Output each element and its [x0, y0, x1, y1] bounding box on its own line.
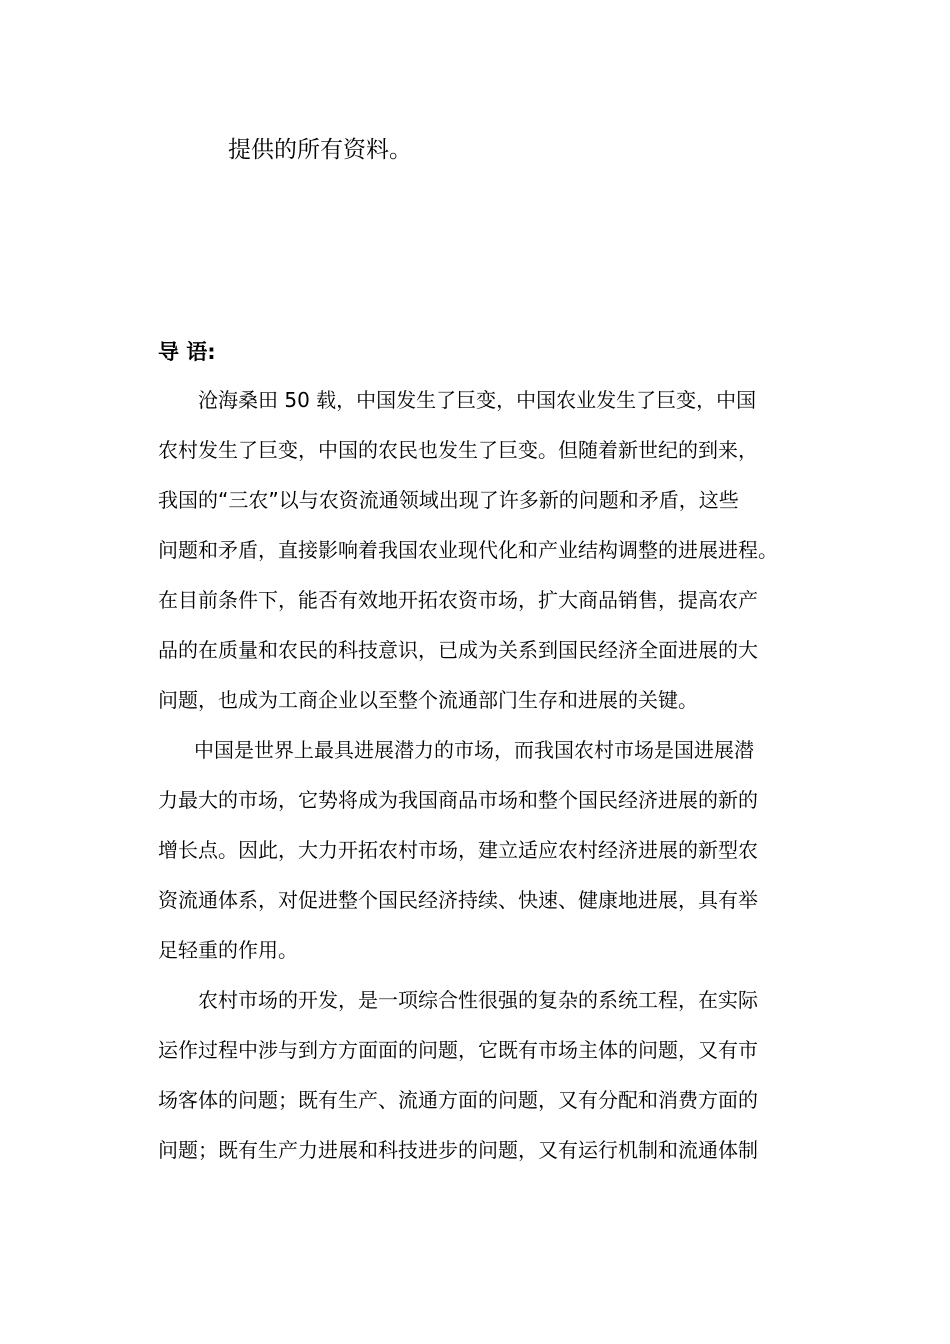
text-line: 品的在质量和农民的科技意识，已成为关系到国民经济全面进展的大	[158, 638, 758, 662]
section-heading: 导 语:	[158, 340, 216, 364]
text-line: 在目前条件下，能否有效地开拓农资市场，扩大商品销售，提高农产	[158, 588, 758, 612]
body-text	[158, 380, 858, 1180]
text-line: 问题，也成为工商企业以至整个流通部门生存和进展的关键。	[158, 688, 698, 712]
continuation-line: 提供的所有资料。	[228, 137, 412, 163]
text-line: 场客体的问题；既有生产、流通方面的问题，又有分配和消费方面的	[158, 1088, 758, 1112]
text-line: 增长点。因此，大力开拓农村市场，建立适应农村经济进展的新型农	[158, 838, 758, 862]
text-line: 足轻重的作用。	[158, 938, 298, 962]
paragraph-1	[158, 380, 858, 730]
text-line: 资流通体系，对促进整个国民经济持续、快速、健康地进展，具有举	[158, 888, 758, 912]
text-line: 沧海桑田 50 载，中国发生了巨变，中国农业发生了巨变，中国	[198, 388, 757, 412]
text-line: 运作过程中涉与到方方面面的问题，它既有市场主体的问题，又有市	[158, 1038, 758, 1062]
text-line: 中国是世界上最具进展潜力的市场，而我国农村市场是国进展潜	[194, 738, 754, 762]
text-line: 问题和矛盾，直接影响着我国农业现代化和产业结构调整的进展进程。	[158, 538, 778, 562]
text-line: 问题；既有生产力进展和科技进步的问题，又有运行机制和流通体制	[158, 1138, 758, 1162]
text-line: 农村市场的开发，是一项综合性很强的复杂的系统工程，在实际	[198, 988, 758, 1012]
text-line: 力最大的市场，它势将成为我国商品市场和整个国民经济进展的新的	[158, 788, 758, 812]
paragraph-3	[158, 980, 858, 1180]
paragraph-2	[158, 730, 858, 980]
text-line: 我国的“三农”以与农资流通领域出现了许多新的问题和矛盾，这些	[158, 488, 739, 512]
text-line: 农村发生了巨变，中国的农民也发生了巨变。但随着新世纪的到来，	[158, 438, 758, 462]
